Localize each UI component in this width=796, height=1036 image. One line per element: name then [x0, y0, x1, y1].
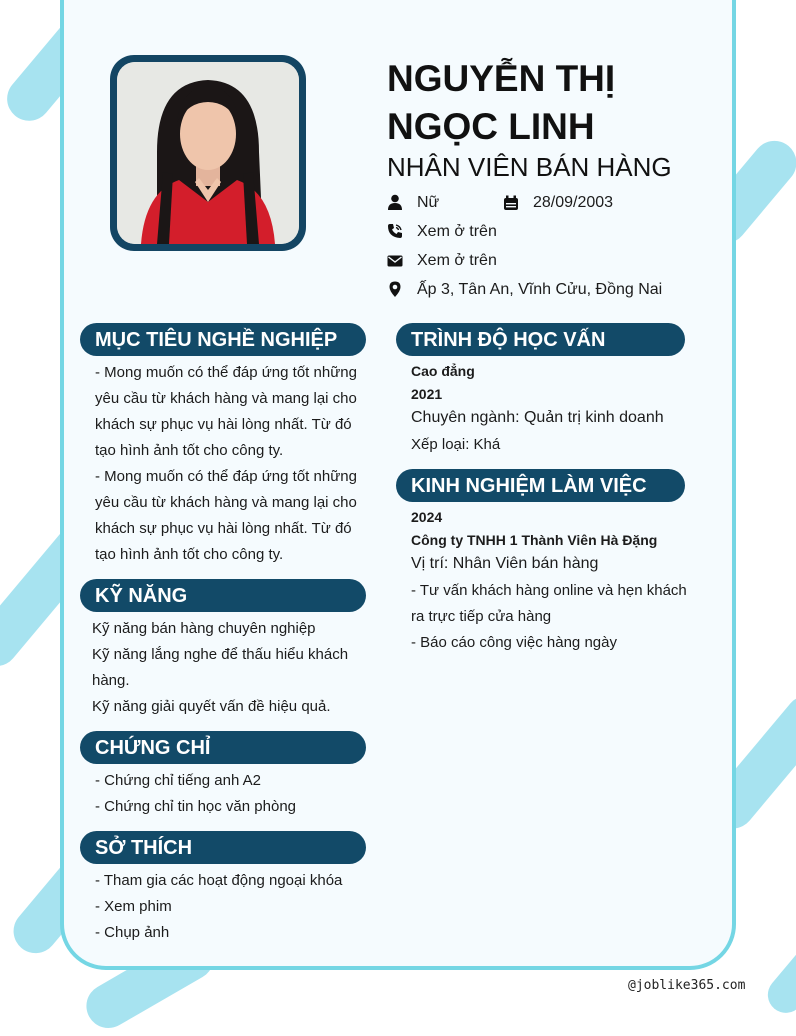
objective-heading: MỤC TIÊU NGHỀ NGHIỆP	[80, 323, 366, 356]
envelope-icon	[387, 253, 403, 269]
skills-line: Kỹ năng bán hàng chuyên nghiệp	[92, 620, 316, 637]
education-grade: Xếp loại: Khá	[411, 436, 501, 453]
experience-duty: - Báo cáo công việc hàng ngày	[411, 634, 617, 651]
profile-photo-frame	[110, 55, 306, 251]
gender-value: Nữ	[417, 194, 440, 211]
objective-line: khách sự phục vụ hài lòng nhất. Từ đó	[95, 416, 352, 433]
map-pin-icon	[387, 281, 403, 297]
education-heading: TRÌNH ĐỘ HỌC VẤN	[396, 323, 685, 356]
experience-heading: KINH NGHIỆM LÀM VIỆC	[396, 469, 685, 502]
objective-line: khách sự phục vụ hài lòng nhất. Từ đó	[95, 520, 352, 537]
experience-company: Công ty TNHH 1 Thành Viên Hà Đặng	[411, 532, 658, 548]
certificate-item: - Chứng chỉ tiếng anh A2	[95, 772, 261, 789]
education-level: Cao đẳng	[411, 363, 475, 379]
experience-position: Vị trí: Nhân Viên bán hàng	[411, 555, 599, 572]
calendar-icon	[503, 195, 519, 211]
user-icon	[387, 194, 403, 210]
objective-line: tạo hình ảnh tốt cho công ty.	[95, 546, 284, 563]
objective-line: - Mong muốn có thể đáp ứng tốt những	[95, 364, 357, 381]
skills-line: Kỹ năng giải quyết vấn đề hiệu quả.	[92, 698, 331, 715]
hobby-item: - Xem phim	[95, 898, 172, 915]
certificates-heading: CHỨNG CHỈ	[80, 731, 366, 764]
birthdate-value: 28/09/2003	[533, 194, 614, 211]
hobbies-heading: SỞ THÍCH	[80, 831, 366, 864]
candidate-name: NGUYỄN THỊ NGỌC LINH	[387, 58, 616, 147]
skills-line: hàng.	[92, 672, 130, 689]
address-value: Ấp 3, Tân An, Vĩnh Cửu, Đồng Nai	[417, 281, 663, 298]
experience-year: 2024	[411, 509, 443, 525]
profile-photo	[117, 62, 299, 244]
hobby-item: - Tham gia các hoạt động ngoại khóa	[95, 872, 343, 889]
objective-line: - Mong muốn có thể đáp ứng tốt những	[95, 468, 357, 485]
objective-line: yêu cầu từ khách hàng và mang lại cho	[95, 494, 357, 511]
job-title: NHÂN VIÊN BÁN HÀNG	[387, 152, 672, 182]
skills-heading: KỸ NĂNG	[80, 579, 366, 612]
education-major: Chuyên ngành: Quản trị kinh doanh	[411, 409, 664, 426]
objective-line: tạo hình ảnh tốt cho công ty.	[95, 442, 284, 459]
email-value: Xem ở trên	[417, 252, 497, 269]
watermark: @joblike365.com	[628, 978, 746, 993]
decor-stripe	[760, 936, 796, 1020]
experience-duty: - Tư vấn khách hàng online và hẹn khách	[411, 582, 687, 599]
education-year: 2021	[411, 386, 443, 402]
objective-line: yêu cầu từ khách hàng và mang lại cho	[95, 390, 357, 407]
certificate-item: - Chứng chỉ tin học văn phòng	[95, 798, 296, 815]
skills-line: Kỹ năng lắng nghe để thấu hiểu khách	[92, 646, 349, 663]
experience-duty: ra trực tiếp cửa hàng	[411, 608, 552, 625]
phone-value: Xem ở trên	[417, 223, 497, 240]
phone-icon	[387, 223, 403, 239]
hobby-item: - Chụp ảnh	[95, 924, 170, 941]
